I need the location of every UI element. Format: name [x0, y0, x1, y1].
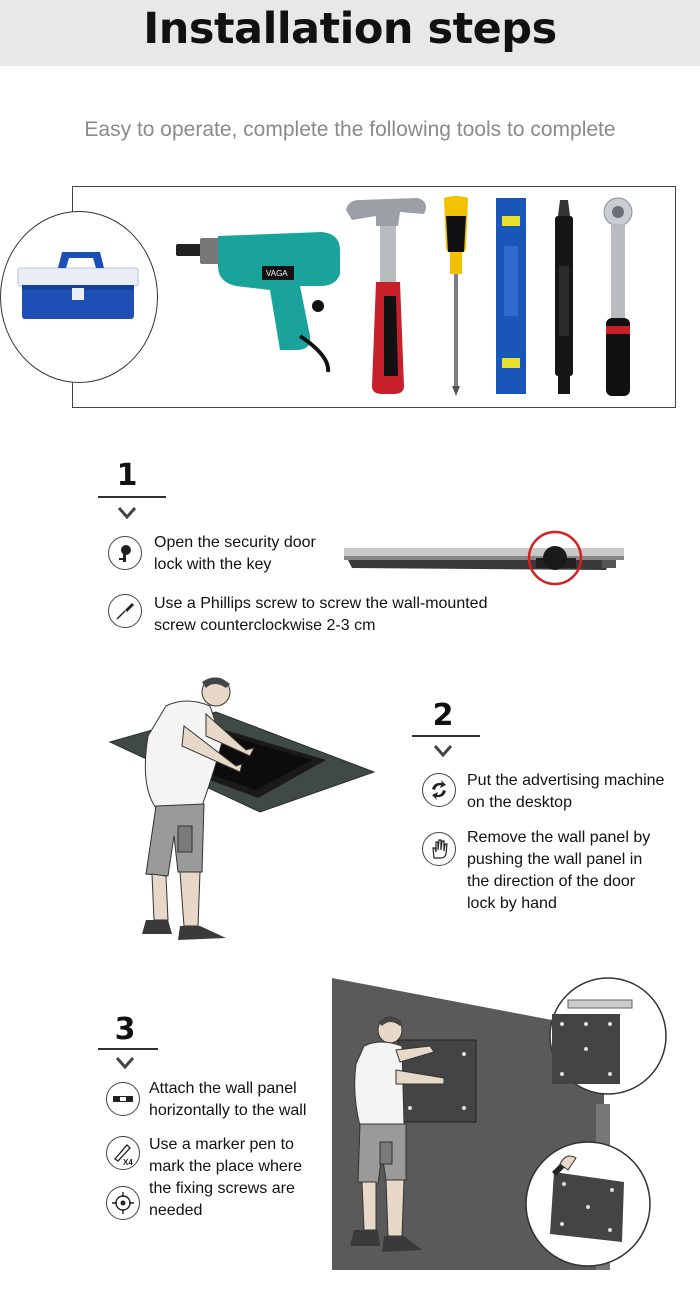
spirit-level-icon — [106, 1082, 140, 1116]
step-3-chevron-down-icon — [116, 1056, 134, 1070]
ratchet-wrench-icon — [604, 198, 632, 396]
step-2-divider — [412, 735, 480, 737]
screwdriver-icon — [444, 196, 468, 396]
step-1-chevron-down-icon — [118, 506, 136, 520]
step-2-number: 2 — [432, 698, 454, 733]
subtitle: Easy to operate, complete the following tools to complete — [84, 118, 616, 141]
header-bar — [0, 0, 700, 66]
step-1-divider — [98, 496, 166, 498]
crosshair-icon — [106, 1186, 140, 1220]
marker-x4-icon — [106, 1136, 140, 1170]
hammer-icon — [346, 198, 426, 394]
step-2-chevron-down-icon — [434, 744, 452, 758]
drill-icon — [176, 232, 340, 372]
step-1-number: 1 — [116, 458, 138, 493]
door-lock-device-image — [340, 528, 630, 590]
step-3-number: 3 — [114, 1012, 136, 1047]
step-3-instruction-1: Attach the wall panel horizontally to the wall — [149, 1080, 307, 1119]
step-2-instruction-1: Put the advertising machine on the desktop — [467, 772, 665, 811]
person-on-desktop-illustration — [106, 676, 380, 952]
hand-icon — [422, 832, 456, 866]
step-1-instruction-2: Use a Phillips screw to screw the wall-mounted screw counterclockwise 2-3 cm — [154, 595, 488, 634]
step-2-instruction-2: Remove the wall panel by pushing the wall panel in the direction of the door lock by hand — [467, 829, 651, 912]
step-3-instruction-2: Use a marker pen to mark the place where the fixing screws are needed — [149, 1136, 302, 1219]
wall-mount-illustration — [330, 974, 698, 1270]
toolbox-icon — [18, 252, 138, 319]
page-title: Installation steps — [143, 4, 557, 54]
flip-arrows-icon — [422, 773, 456, 807]
tools-illustration — [0, 186, 700, 410]
spirit-level-icon — [496, 198, 526, 394]
key-icon — [108, 536, 142, 570]
step-3-divider — [98, 1048, 158, 1050]
svg-text:X4: X4 — [123, 1158, 133, 1167]
screwdriver-icon — [108, 594, 142, 628]
step-1-instruction-1: Open the security door lock with the key — [154, 534, 316, 573]
marker-pen-icon — [555, 200, 573, 394]
drill-brand: VAGA — [266, 269, 288, 278]
